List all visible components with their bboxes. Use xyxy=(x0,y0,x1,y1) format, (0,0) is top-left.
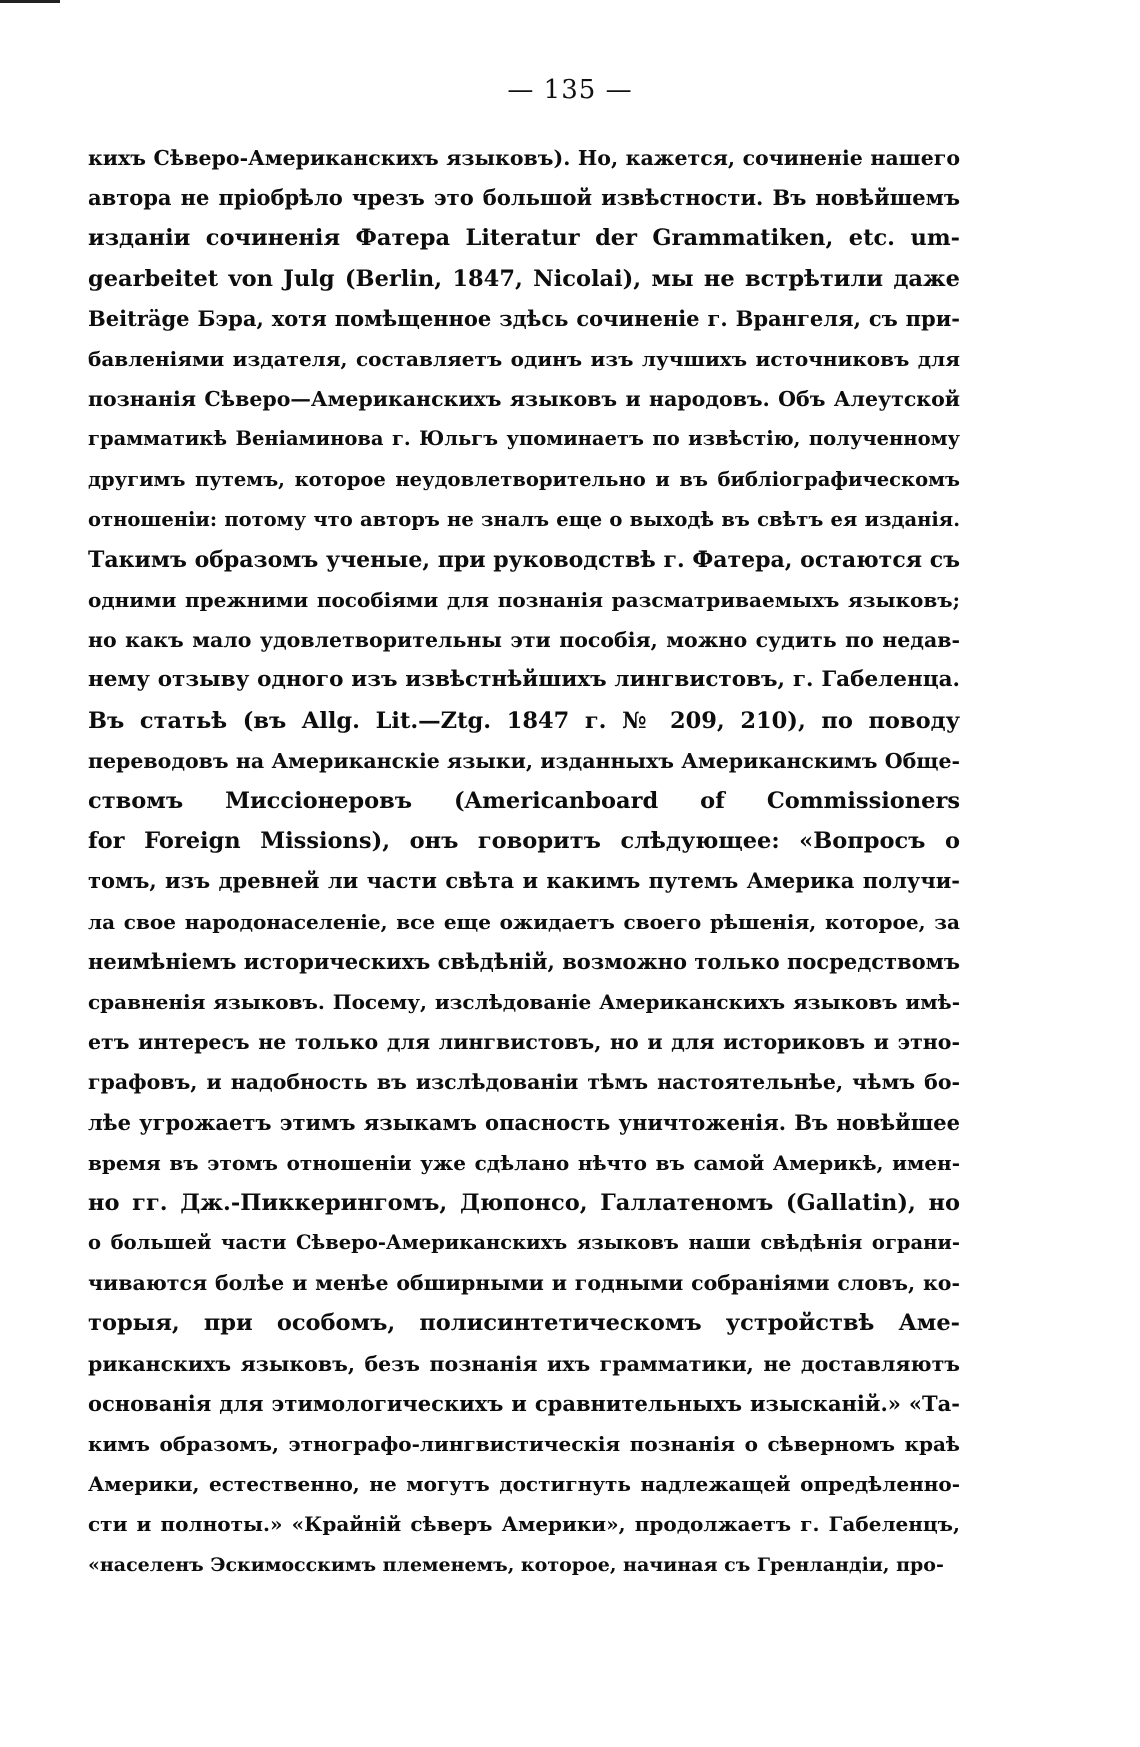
text-line: ла свое народонаселеніе, все еще ожидаетъ своего рѣшенія, которое, за xyxy=(88,909,960,934)
text-line: чиваются болѣе и менѣе обширными и годными собраніями словъ, ко- xyxy=(88,1271,960,1296)
text-line: но гг. Дж.-Пиккерингомъ, Дюпонсо, Галлатеномъ (Gallatin), но xyxy=(88,1189,960,1216)
text-line: «населенъ Эскимосскимъ племенемъ, которое, начиная съ Гренландіи, про- xyxy=(88,1553,944,1576)
text-line: другимъ путемъ, которое неудовлетворительно и въ библіографическомъ xyxy=(88,467,960,491)
text-line: о большей части Сѣверо-Американскихъ языковъ наши свѣдѣнія ограни- xyxy=(88,1231,960,1255)
text-line: бавленіями издателя, составляетъ одинъ изъ лучшихъ источниковъ для xyxy=(88,346,960,371)
text-line: сравненія языковъ. Посему, изслѣдованіе Американскихъ языковъ имѣ- xyxy=(88,989,960,1014)
text-line: for Foreign Missions), онъ говоритъ слѣдующее: «Вопросъ о xyxy=(88,828,960,855)
text-line: графовъ, и надобность въ изслѣдованіи тѣмъ настоятельнѣе, чѣмъ бо- xyxy=(88,1070,960,1095)
text-line: познанія Сѣверо—Американскихъ языковъ и народовъ. Объ Алеутской xyxy=(88,387,960,412)
text-line: риканскихъ языковъ, безъ познанія ихъ грамматики, не доставляютъ xyxy=(88,1351,960,1376)
text-line: автора не пріобрѣло чрезъ это большой извѣстности. Въ новѣйшемъ xyxy=(88,185,960,211)
text-line: время въ этомъ отношеніи уже сдѣлано нѣчто въ самой Америкѣ, имен- xyxy=(88,1150,960,1175)
text-line: одними прежними пособіями для познанія разсматриваемыхъ языковъ; xyxy=(88,588,960,613)
body-text xyxy=(88,138,960,1585)
text-line: нему отзыву одного изъ извѣстнѣйшихъ лингвистовъ, г. Габеленца. xyxy=(88,667,960,693)
text-line: неимѣніемъ историческихъ свѣдѣній, возможно только посредствомъ xyxy=(88,948,960,974)
text-line: переводовъ на Американскіе языки, изданныхъ Американскимъ Обще- xyxy=(88,748,960,773)
text-line: томъ, изъ древней ли части свѣта и какимъ путемъ Америка получи- xyxy=(88,868,960,894)
text-line: Въ статьѣ (въ Allg. Lit.—Ztg. 1847 г. № 209, 210), по поводу xyxy=(88,707,960,734)
text-line: изданіи сочиненія Фатера Literatur der Grammatiken, etc. um- xyxy=(88,225,960,252)
text-line: Такимъ образомъ ученые, при руководствѣ г. Фатера, остаются съ xyxy=(88,546,960,573)
text-line: торыя, при особомъ, полисинтетическомъ устройствѣ Аме- xyxy=(88,1310,960,1337)
text-line: Америки, естественно, не могутъ достигнуть надлежащей опредѣленно- xyxy=(88,1472,960,1497)
text-line: сти и полноты.» «Крайній сѣверъ Америки», продолжаетъ г. Габеленцъ, xyxy=(88,1512,960,1537)
text-line: но какъ мало удовлетворительны эти пособія, можно судить по недав- xyxy=(88,628,960,653)
text-line: грамматикѣ Веніаминова г. Юльгъ упоминаетъ по извѣстію, полученному xyxy=(88,427,960,451)
text-line: етъ интересъ не только для лингвистовъ, но и для историковъ и этно- xyxy=(88,1030,960,1055)
text-line: лѣе угрожаетъ этимъ языкамъ опасность уничтоженія. Въ новѣйшее xyxy=(88,1109,960,1135)
text-line: ствомъ Миссіонеровъ (Americanboard of Commissioners xyxy=(88,788,960,814)
scan-edge-mark xyxy=(0,0,60,3)
text-line: кимъ образомъ, этнографо-лингвистическія познанія о сѣверномъ краѣ xyxy=(88,1432,960,1456)
text-line: Beiträge Бэра, хотя помѣщенное здѣсь сочиненіе г. Врангеля, съ при- xyxy=(88,305,960,331)
text-line: основанія для этимологическихъ и сравнительныхъ изысканій.» «Та- xyxy=(88,1390,960,1416)
text-line: кихъ Сѣверо-Американскихъ языковъ). Но, кажется, сочиненіе нашего xyxy=(88,146,960,170)
text-line: gearbeitet von Julg (Berlin, 1847, Nicolai), мы не встрѣтили даже xyxy=(88,265,960,292)
page-number: — 135 — xyxy=(507,75,633,105)
text-line: отношеніи: потому что авторъ не зналъ еще о выходѣ въ свѣтъ ея изданія. xyxy=(88,507,960,531)
